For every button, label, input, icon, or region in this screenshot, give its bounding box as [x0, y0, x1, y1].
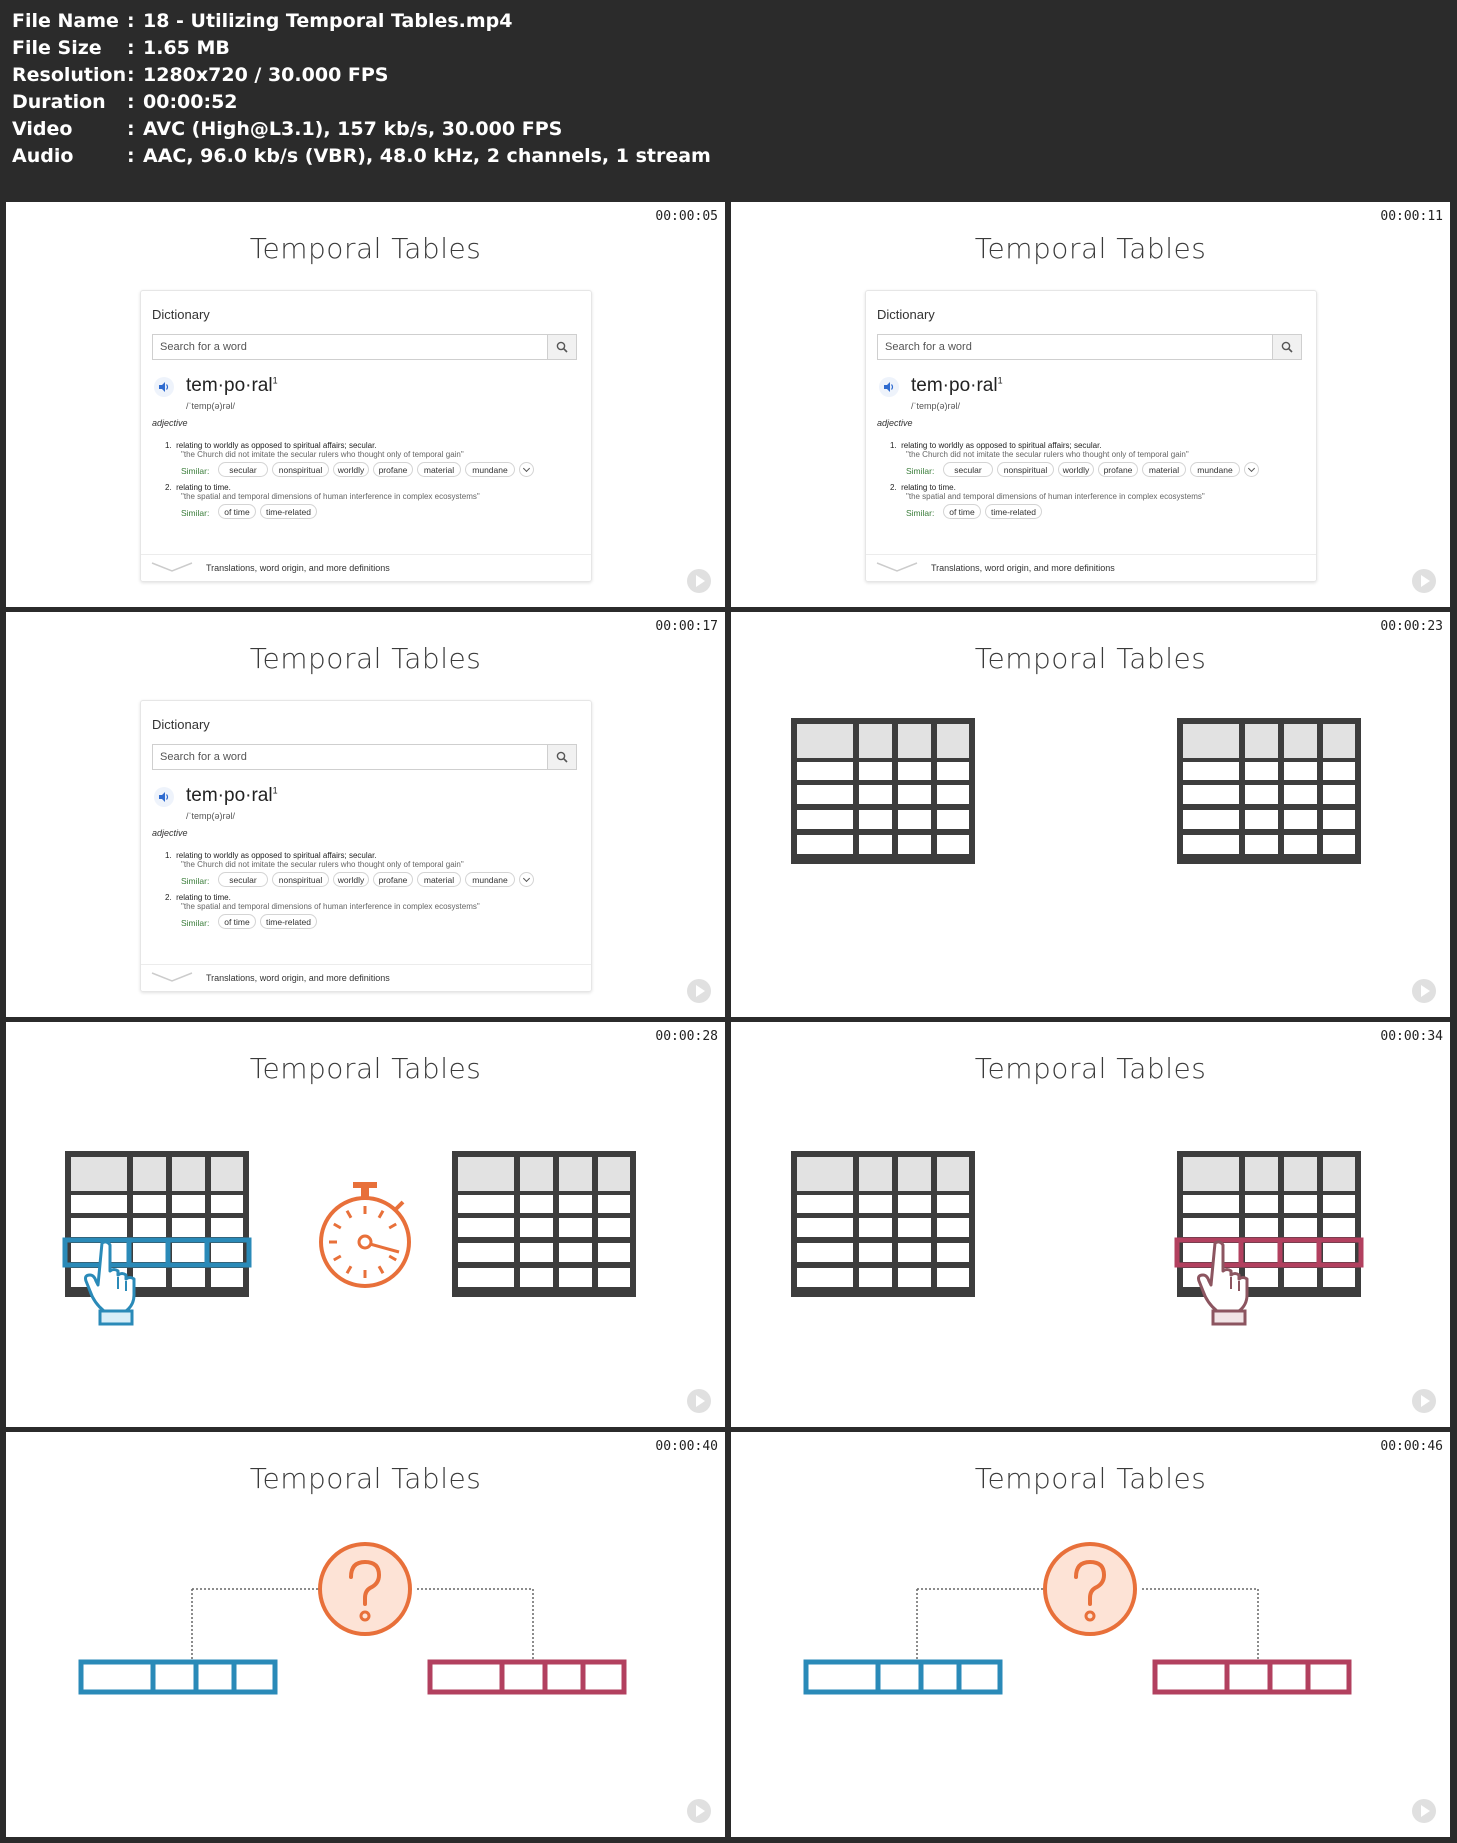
thumbnail-timestamp: 00:00:17: [655, 619, 718, 634]
thumbnail-timestamp: 00:00:34: [1380, 1029, 1443, 1044]
similar-label: Similar:: [181, 466, 210, 476]
search-button[interactable]: [1272, 335, 1301, 359]
thumbnail-timestamp: 00:00:40: [655, 1439, 718, 1454]
thumbnail-timestamp: 00:00:05: [655, 209, 718, 224]
slide-title: Temporal Tables: [249, 1052, 482, 1085]
chevron-down-icon: [151, 972, 193, 982]
question-icon: [320, 1544, 410, 1634]
similar-word-chip[interactable]: time-related: [260, 504, 317, 519]
file-info-value: 1.65 MB: [143, 37, 230, 59]
file-info-value: 00:00:52: [143, 91, 238, 113]
red-row-graphic: [1155, 1662, 1349, 1692]
thumbnail-timestamp: 00:00:28: [655, 1029, 718, 1044]
table-graphic: [452, 1151, 636, 1297]
similar-word-chip[interactable]: worldly: [333, 872, 369, 887]
similar-word-chip[interactable]: profane: [373, 872, 413, 887]
similar-word-chip[interactable]: secular: [943, 462, 993, 477]
file-info-panel: [12, 8, 711, 170]
similar-word-chip[interactable]: time-related: [985, 504, 1042, 519]
chevron-down-icon[interactable]: [519, 462, 534, 477]
definition-text: 1. relating to worldly as opposed to spiritual affairs; secular.: [165, 851, 377, 860]
dictionary-search-input[interactable]: [158, 750, 542, 764]
similar-word-chip[interactable]: of time: [218, 914, 256, 929]
play-icon[interactable]: [687, 1799, 711, 1823]
chevron-down-icon[interactable]: [1244, 462, 1259, 477]
dictionary-card: [865, 290, 1317, 582]
file-info-separator: :: [127, 10, 135, 32]
file-info-separator: :: [127, 91, 135, 113]
file-info-separator: :: [127, 118, 135, 140]
play-icon[interactable]: [687, 979, 711, 1003]
slide-title: Temporal Tables: [974, 1052, 1207, 1085]
video-thumbnail[interactable]: [6, 1432, 725, 1837]
part-of-speech: adjective: [877, 418, 913, 428]
definition-example: "the spatial and temporal dimensions of human interference in complex ecosystems": [906, 492, 1205, 501]
play-icon[interactable]: [687, 1389, 711, 1413]
dictionary-phonetic: /ˈtemp(ə)rəl/: [186, 401, 236, 411]
chevron-down-icon: [151, 562, 193, 572]
dictionary-search-box[interactable]: [877, 334, 1302, 360]
search-icon: [1281, 341, 1293, 353]
speaker-icon: [158, 791, 170, 803]
thumbnail-timestamp: 00:00:23: [1380, 619, 1443, 634]
dictionary-title: Dictionary: [152, 717, 210, 732]
definition-example: "the Church did not imitate the secular rulers who thought only of temporal gain": [906, 450, 1189, 459]
stopwatch-icon: [321, 1182, 409, 1286]
dictionary-word: tem·po·ral$^1$: [186, 375, 278, 396]
speaker-icon: [883, 381, 895, 393]
slide-title: Temporal Tables: [974, 642, 1207, 675]
definition-text: 2. relating to time.: [165, 483, 231, 492]
pronounce-button[interactable]: [154, 377, 174, 397]
video-thumbnail[interactable]: [731, 1432, 1450, 1837]
part-of-speech: adjective: [152, 418, 188, 428]
pronounce-button[interactable]: [879, 377, 899, 397]
definition-text: 2. relating to time.: [890, 483, 956, 492]
similar-word-chip[interactable]: profane: [373, 462, 413, 477]
play-icon[interactable]: [1412, 979, 1436, 1003]
dictionary-phonetic: /ˈtemp(ə)rəl/: [911, 401, 961, 411]
video-thumbnail[interactable]: [6, 1022, 725, 1427]
thumbnail-timestamp: 00:00:46: [1380, 1439, 1443, 1454]
play-icon[interactable]: [687, 569, 711, 593]
dictionary-footer[interactable]: Translations, word origin, and more definitions: [141, 964, 591, 991]
file-info-value: 1280x720 / 30.000 FPS: [143, 64, 389, 86]
blue-row-graphic: [806, 1662, 1000, 1692]
definition-text: 1. relating to worldly as opposed to spiritual affairs; secular.: [890, 441, 1102, 450]
definition-example: "the spatial and temporal dimensions of human interference in complex ecosystems": [181, 902, 480, 911]
similar-word-chip[interactable]: of time: [943, 504, 981, 519]
play-icon[interactable]: [1412, 569, 1436, 593]
table-graphic: [791, 1151, 975, 1297]
similar-label: Similar:: [181, 918, 210, 928]
similar-word-chip[interactable]: material: [417, 872, 461, 887]
similar-word-chip[interactable]: nonspiritual: [997, 462, 1054, 477]
similar-label: Similar:: [906, 466, 935, 476]
dictionary-title: Dictionary: [152, 307, 210, 322]
file-info-row: [12, 143, 711, 170]
dictionary-search-input[interactable]: [158, 340, 542, 354]
search-icon: [556, 751, 568, 763]
file-info-key: Resolution: [12, 64, 127, 86]
similar-label: Similar:: [181, 508, 210, 518]
similar-word-chip[interactable]: mundane: [1190, 462, 1240, 477]
slide-title: Temporal Tables: [249, 232, 482, 265]
file-info-key: Video: [12, 118, 73, 140]
dictionary-footer[interactable]: Translations, word origin, and more definitions: [866, 554, 1316, 581]
speaker-icon: [158, 381, 170, 393]
play-icon[interactable]: [1412, 1799, 1436, 1823]
slide-title: Temporal Tables: [974, 1462, 1207, 1495]
similar-word-chip[interactable]: worldly: [1058, 462, 1094, 477]
file-info-row: [12, 8, 711, 35]
chevron-down-icon[interactable]: [519, 872, 534, 887]
file-info-row: [12, 62, 711, 89]
dictionary-title: Dictionary: [877, 307, 935, 322]
similar-word-chip[interactable]: mundane: [465, 462, 515, 477]
red-row-graphic: [430, 1662, 624, 1692]
pronounce-button[interactable]: [154, 787, 174, 807]
definition-example: "the spatial and temporal dimensions of human interference in complex ecosystems": [181, 492, 480, 501]
similar-word-chip[interactable]: nonspiritual: [272, 462, 329, 477]
part-of-speech: adjective: [152, 828, 188, 838]
file-info-row: [12, 35, 711, 62]
file-info-key: Duration: [12, 91, 106, 113]
table-graphic: [791, 718, 975, 864]
file-info-separator: :: [127, 64, 135, 86]
file-info-value: AAC, 96.0 kb/s (VBR), 48.0 kHz, 2 channels, 1 stream: [143, 145, 711, 167]
similar-word-chip[interactable]: of time: [218, 504, 256, 519]
thumbnail-grid: [6, 202, 1456, 1838]
video-thumbnail[interactable]: [731, 612, 1450, 1017]
dictionary-search-box[interactable]: [152, 334, 577, 360]
file-info-separator: :: [127, 145, 135, 167]
file-info-row: [12, 116, 711, 143]
thumbnail-timestamp: 00:00:11: [1380, 209, 1443, 224]
similar-word-chip[interactable]: secular: [218, 872, 268, 887]
dictionary-footer[interactable]: Translations, word origin, and more definitions: [141, 554, 591, 581]
search-icon: [556, 341, 568, 353]
similar-word-chip[interactable]: time-related: [260, 914, 317, 929]
definition-example: "the Church did not imitate the secular rulers who thought only of temporal gain": [181, 860, 464, 869]
file-info-key: File Size: [12, 37, 102, 59]
table-graphic: [1177, 718, 1361, 864]
dictionary-card: [140, 700, 592, 992]
dictionary-search-input[interactable]: [883, 340, 1267, 354]
similar-word-chip[interactable]: worldly: [333, 462, 369, 477]
file-info-row: [12, 89, 711, 116]
slide-title: Temporal Tables: [249, 642, 482, 675]
play-icon[interactable]: [1412, 1389, 1436, 1413]
similar-word-chip[interactable]: material: [417, 462, 461, 477]
definition-text: 2. relating to time.: [165, 893, 231, 902]
definition-example: "the Church did not imitate the secular rulers who thought only of temporal gain": [181, 450, 464, 459]
slide-title: Temporal Tables: [249, 1462, 482, 1495]
dictionary-search-box[interactable]: [152, 744, 577, 770]
question-icon: [1045, 1544, 1135, 1634]
similar-word-chip[interactable]: nonspiritual: [272, 872, 329, 887]
similar-word-chip[interactable]: mundane: [465, 872, 515, 887]
search-button[interactable]: [547, 335, 576, 359]
dictionary-phonetic: /ˈtemp(ə)rəl/: [186, 811, 236, 821]
dictionary-card: [140, 290, 592, 582]
similar-word-chip[interactable]: material: [1142, 462, 1186, 477]
dictionary-word: tem·po·ral$^1$: [911, 375, 1003, 396]
chevron-down-icon: [876, 562, 918, 572]
similar-label: Similar:: [906, 508, 935, 518]
video-thumbnail[interactable]: [731, 1022, 1450, 1427]
file-info-separator: :: [127, 37, 135, 59]
video-thumbnail[interactable]: [731, 202, 1450, 607]
blue-row-graphic: [81, 1662, 275, 1692]
slide-title: Temporal Tables: [974, 232, 1207, 265]
file-info-value: 18 - Utilizing Temporal Tables.mp4: [143, 10, 513, 32]
search-button[interactable]: [547, 745, 576, 769]
video-thumbnail[interactable]: [6, 202, 725, 607]
file-info-key: Audio: [12, 145, 74, 167]
similar-word-chip[interactable]: secular: [218, 462, 268, 477]
file-info-key: File Name: [12, 10, 119, 32]
dictionary-word: tem·po·ral$^1$: [186, 785, 278, 806]
similar-label: Similar:: [181, 876, 210, 886]
definition-text: 1. relating to worldly as opposed to spiritual affairs; secular.: [165, 441, 377, 450]
file-info-value: AVC (High@L3.1), 157 kb/s, 30.000 FPS: [143, 118, 563, 140]
video-thumbnail[interactable]: [6, 612, 725, 1017]
similar-word-chip[interactable]: profane: [1098, 462, 1138, 477]
